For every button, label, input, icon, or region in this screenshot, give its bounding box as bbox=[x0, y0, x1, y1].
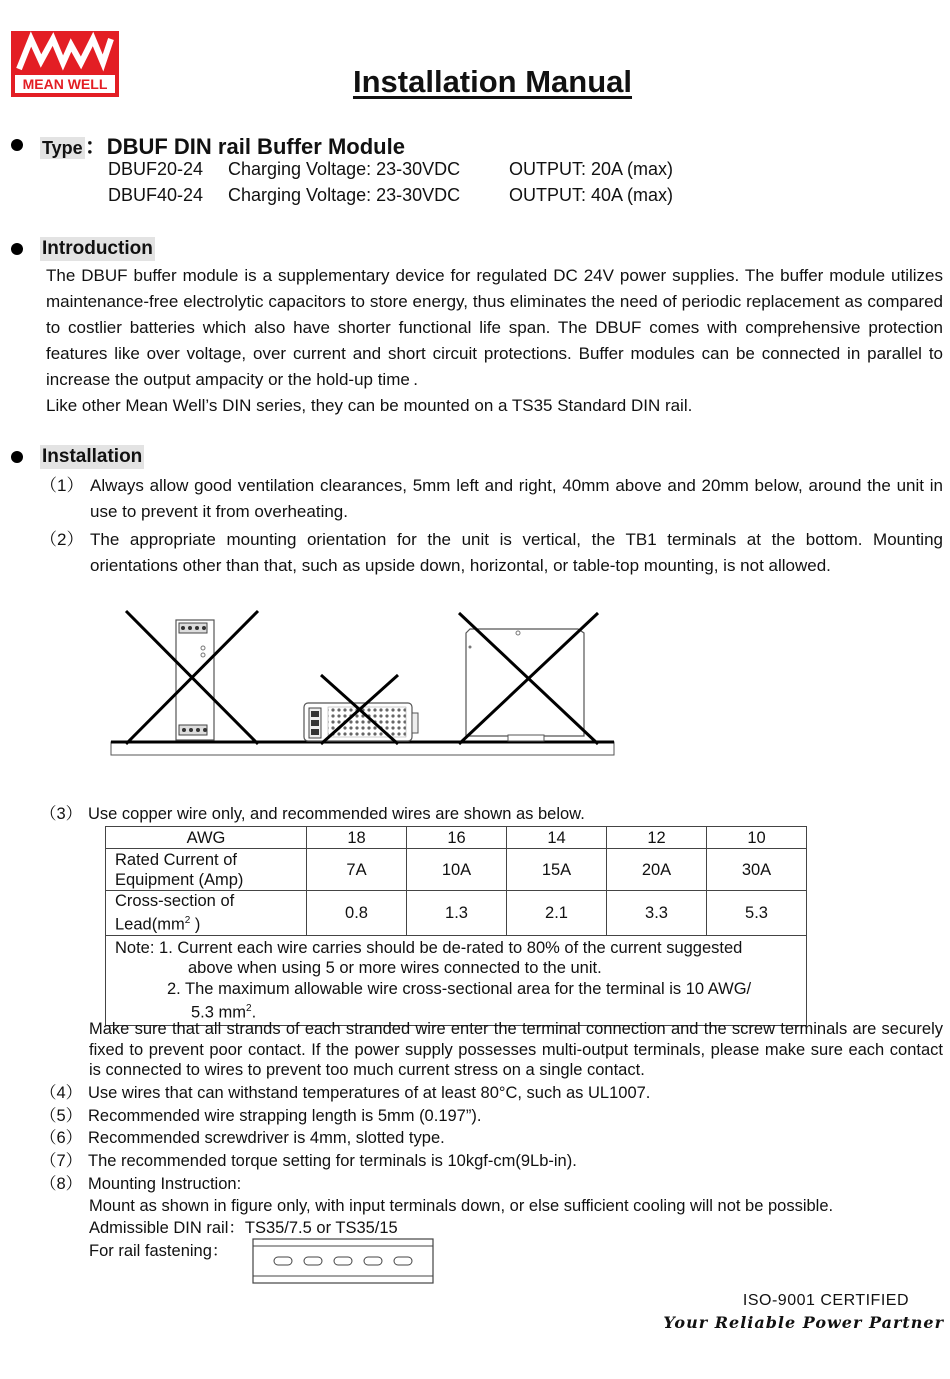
table-row bbox=[106, 891, 807, 936]
table-note bbox=[106, 935, 807, 1026]
installation-heading: Installation bbox=[42, 446, 143, 467]
logo-brand-name: MEAN WELL bbox=[22, 76, 108, 92]
din-rail-line: Admissible DIN rail：TS35/7.5 or TS35/15 bbox=[89, 1219, 398, 1237]
note-line: 2. The maximum allowable wire cross-sectional area for the terminal is 10 AWG/ bbox=[167, 979, 752, 998]
item-number: （5） bbox=[40, 1107, 83, 1125]
item-text: Always allow good ventilation clearances, 5mm left and right, 40mm above and 20mm below, around the unit in use to prevent it from overheating. bbox=[90, 476, 943, 521]
install-item-3 bbox=[40, 804, 943, 826]
note-text: 5.3 mm bbox=[191, 1003, 247, 1022]
type-line bbox=[40, 130, 405, 161]
mounting-orientation-figure bbox=[108, 605, 620, 765]
unit-upside-down-icon bbox=[126, 611, 258, 744]
item-number: （7） bbox=[40, 1152, 83, 1170]
note-text: . bbox=[251, 1003, 257, 1022]
table-header-row bbox=[106, 827, 807, 849]
row-label-line: Cross-section of bbox=[115, 892, 235, 910]
row-label-line: Rated Current of bbox=[115, 850, 237, 869]
wire-table bbox=[105, 826, 807, 1026]
table-header-cell: 12 bbox=[607, 827, 707, 849]
item-text: The appropriate mounting orientation for the unit is vertical, the TB1 terminals at the bottom. Mounting orientations other than that, such as upside down, horizontal, or table-top mounting, is not allowed. bbox=[90, 530, 943, 575]
iso-certified-label: ISO-9001 CERTIFIED bbox=[742, 1292, 909, 1309]
introduction-paragraph: The DBUF buffer module is a supplementary device for regulated DC 24V power supplies. The buffer module utilizes maintenance-free electrolytic capacitors to store energy, thus eliminates the need of periodic replacement as compared to costlier batteries which also have shorter functional life span. The DBUF comes with comprehensive protection features like over voltage, over current and short circuit protections. Buffer modules can be connected in parallel to increase the output ampacity or the hold-up time . bbox=[46, 266, 943, 389]
table-row-label bbox=[106, 891, 307, 936]
mount-instruction-line: Mount as shown in figure only, with input terminals down, or else sufficient cooling will not be possible. bbox=[89, 1197, 834, 1215]
row-label-line: Equipment (Amp) bbox=[115, 870, 244, 889]
introduction-din-note: Like other Mean Well’s DIN series, they can be mounted on a TS35 Standard DIN rail. bbox=[46, 396, 693, 415]
table-header-cell: 14 bbox=[507, 827, 607, 849]
item-text: The recommended torque setting for terminals is 10kgf-cm(9Lb-in). bbox=[88, 1152, 577, 1170]
unit-table-top-icon bbox=[459, 613, 598, 744]
type-colon: ： bbox=[84, 134, 107, 159]
table-header-cell: 10 bbox=[707, 827, 807, 849]
table-header-cell: 18 bbox=[307, 827, 407, 849]
model-output: OUTPUT: 20A (max) bbox=[509, 159, 674, 179]
table-cell: 5.3 bbox=[707, 891, 807, 936]
product-name: DBUF DIN rail Buffer Module bbox=[106, 134, 405, 159]
type-label: Type bbox=[42, 138, 83, 158]
superscript: 2 bbox=[184, 915, 191, 926]
table-header-cell: AWG bbox=[106, 827, 307, 849]
table-cell: 10A bbox=[407, 849, 507, 891]
table-cell: 1.3 bbox=[407, 891, 507, 936]
table-cell: 7A bbox=[307, 849, 407, 891]
model-charging: Charging Voltage: 23-30VDC bbox=[228, 159, 461, 179]
introduction-heading: Introduction bbox=[42, 238, 153, 259]
model-output: OUTPUT: 40A (max) bbox=[509, 185, 674, 205]
table-row-label bbox=[106, 849, 307, 891]
item-number: （6） bbox=[40, 1129, 83, 1147]
wire-table-wrapper bbox=[105, 826, 807, 1026]
item-text: Recommended wire strapping length is 5mm (0.197”). bbox=[88, 1107, 482, 1125]
table-header-cell: 16 bbox=[407, 827, 507, 849]
model-charging: Charging Voltage: 23-30VDC bbox=[228, 185, 461, 205]
item-number: （1） bbox=[40, 476, 84, 495]
superscript: 2 bbox=[246, 1003, 252, 1014]
strands-paragraph: Make sure that all strands of each stranded wire enter the terminal connection and the screw terminals are securely fixed to prevent poor contact. If the power supply possesses multi-output terminals, please make sure each contact is connected to wires to prevent too much current stress on a single contact. bbox=[89, 1020, 943, 1079]
install-item-1 bbox=[40, 473, 943, 525]
table-cell: 30A bbox=[707, 849, 807, 891]
table-cell: 15A bbox=[507, 849, 607, 891]
model-name: DBUF40-24 bbox=[108, 185, 204, 205]
unit-horizontal-icon bbox=[304, 675, 418, 744]
install-item-2 bbox=[40, 527, 943, 579]
item-number: （3） bbox=[40, 805, 83, 823]
table-cell: 20A bbox=[607, 849, 707, 891]
row-label-end: ) bbox=[190, 915, 201, 934]
install-item-5 bbox=[40, 1106, 943, 1128]
bullet-icon bbox=[11, 243, 23, 255]
rail-fastening-line: For rail fastening： bbox=[89, 1242, 229, 1260]
item-text: Mounting Instruction: bbox=[88, 1175, 242, 1193]
install-item-8 bbox=[40, 1174, 943, 1196]
item-number: （4） bbox=[40, 1084, 83, 1102]
din-rail-figure bbox=[252, 1238, 434, 1289]
install-item-6 bbox=[40, 1128, 943, 1150]
note-line: Note: 1. Current each wire carries should be de-rated to 80% of the current suggested bbox=[115, 938, 743, 957]
note-line: above when using 5 or more wires connected to the unit. bbox=[188, 959, 602, 977]
item-number: （8） bbox=[40, 1175, 83, 1193]
model-name: DBUF20-24 bbox=[108, 159, 204, 179]
item-text: Use copper wire only, and recommended wires are shown as below. bbox=[88, 805, 585, 823]
item-text: Recommended screwdriver is 4mm, slotted type. bbox=[88, 1129, 445, 1147]
install-item-7 bbox=[40, 1151, 943, 1173]
bullet-icon bbox=[11, 139, 23, 151]
table-cell: 0.8 bbox=[307, 891, 407, 936]
row-label-line: Lead(mm bbox=[115, 915, 185, 934]
bullet-icon bbox=[11, 451, 23, 463]
table-row bbox=[106, 849, 807, 891]
table-cell: 2.1 bbox=[507, 891, 607, 936]
page-title: Installation Manual bbox=[352, 64, 633, 99]
table-cell: 3.3 bbox=[607, 891, 707, 936]
item-number: （2） bbox=[40, 530, 84, 549]
install-item-4 bbox=[40, 1083, 943, 1105]
slogan: Your Reliable Power Partner bbox=[663, 1313, 944, 1332]
table-note-row bbox=[106, 935, 807, 1026]
item-text: Use wires that can withstand temperatures of at least 80°C, such as UL1007. bbox=[88, 1084, 651, 1102]
